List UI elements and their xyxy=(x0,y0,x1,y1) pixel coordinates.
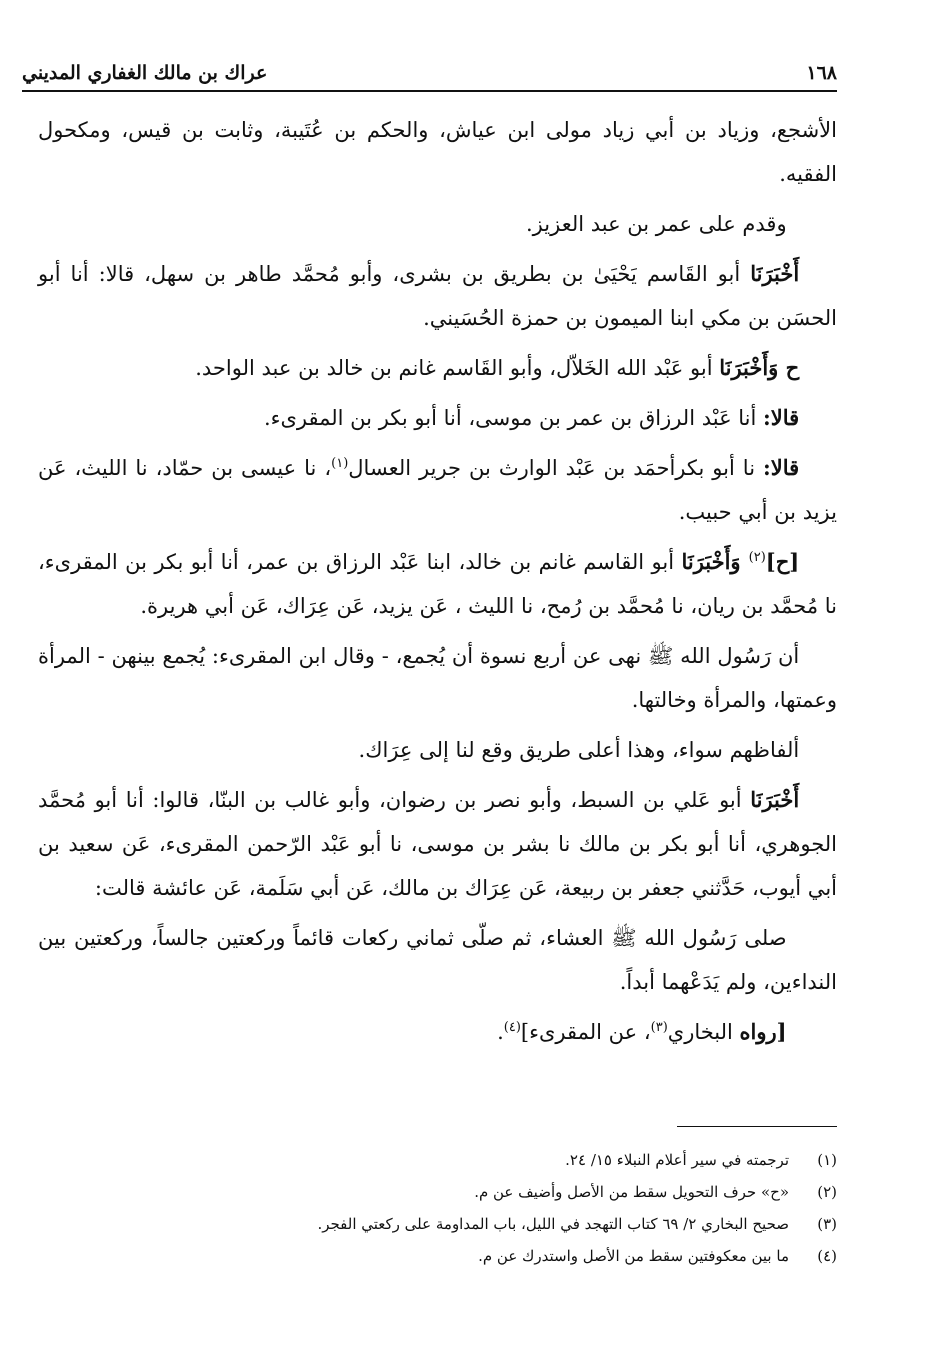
paragraph-5 xyxy=(38,396,837,440)
hadith-text: أن رَسُول الله ﷺ نهى عن أربع نسوة أن يُجمع، - وقال ابن المقرىء: يُجمع بينهن - المرأة وعمتها، والمرأة وخالتها. xyxy=(38,644,837,712)
paragraph-3-text: أبو القَاسم يَحْيَىٰ بن بطريق بن بشرى، وأبو مُحمَّد طاهر بن سهل، قالا: أنا أبو الحسَن بن مكي ابنا الميمون بن حمزة الحُسَيني. xyxy=(38,262,837,330)
paragraph-7-text: أبو القاسم غانم بن خالد، ابنا عَبْد الرزاق بن عمر، أنا أبو بكر بن المقرىء، نا مُحمَّد بن ريان، نا مُحمَّد بن رُمح، نا الليث ، عَن يزيد، عَن عِرَاك، عَن أبي هريرة. xyxy=(38,550,837,618)
footnote-text: ترجمته في سير أعلام النبلاء ١٥/ ٢٤. xyxy=(565,1151,789,1169)
paragraph-1-text: الأشجع، وزياد بن أبي زياد مولى ابن عياش، والحكم بن عُتَيبة، وثابت بن قيس، ومكحول الفقيه. xyxy=(38,118,837,186)
qala-lead: قالا: xyxy=(763,405,800,430)
bracket-ha: [ح] xyxy=(765,549,800,574)
paragraph-12 xyxy=(38,1010,837,1054)
akhbarana-lead-2: وَأَخْبَرَنَا xyxy=(681,549,749,574)
akhbarana-lead-3: أَخْبَرَنَا xyxy=(750,787,800,812)
footnote-number: (٣) xyxy=(817,1215,837,1233)
footnote-2 xyxy=(200,1176,837,1208)
footnote-text: ما بين معكوفتين سقط من الأصل واستدرك عن م. xyxy=(478,1247,789,1265)
paragraph-10-text: أبو عَلي بن السبط، وأبو نصر بن رضوان، وأبو غالب بن البنّا، قالوا: أنا أبو مُحمَّد الجوهري، أنا أبو بكر بن مالك نا بشر بن موسى، نا أبو عَبْد الرّحمن المقرىء، عَن سعيد بن أبي أيوب، حَدَّثني جعفر بن ربيعة، عَن عِرَاك بن مالك، عَن أبي سَلَمة، عَن عائشة قالت: xyxy=(38,788,837,900)
akhbarana-lead: أَخْبَرَنَا xyxy=(750,261,800,286)
qala-lead-2: قالا: xyxy=(763,455,800,480)
footnote-ref-2: (٢) xyxy=(748,550,766,565)
footnote-ref-3: (٣) xyxy=(650,1020,668,1035)
muqri-text: ، عن المقرىء] xyxy=(520,1020,651,1044)
paragraph-6-text-a: نا أبو بكرأحمَد بن عَبْد الوارث بن جرير العسال xyxy=(348,456,764,480)
paragraph-8 xyxy=(38,634,837,722)
footnotes xyxy=(200,1144,837,1272)
footnote-ref-4: (٤) xyxy=(503,1020,521,1035)
footnote-4 xyxy=(200,1240,837,1272)
final-period: . xyxy=(497,1020,504,1044)
paragraph-9 xyxy=(38,728,837,772)
paragraph-2 xyxy=(38,202,837,246)
footnote-number: (١) xyxy=(817,1151,837,1169)
paragraph-6 xyxy=(38,446,837,534)
paragraph-4-text: أبو عَبْد الله الخَلاّل، وأبو القَاسم غانم بن خالد بن عبد الواحد. xyxy=(195,356,720,380)
footnote-text: «ح» حرف التحويل سقط من الأصل وأضيف عن م. xyxy=(474,1183,789,1201)
paragraph-1 xyxy=(38,108,837,196)
running-title: عراك بن مالك الغفاري المديني xyxy=(22,62,268,84)
main-text xyxy=(38,108,837,1060)
paragraph-5-text: أنا عَبْد الرزاق بن عمر بن موسى، أنا أبو بكر بن المقرىء. xyxy=(263,406,764,430)
paragraph-9-text: ألفاظهم سواء، وهذا أعلى طريق وقع لنا إلى عِرَاك. xyxy=(358,738,800,762)
running-header xyxy=(22,56,837,92)
footnote-1 xyxy=(200,1144,837,1176)
paragraph-6-text-b: ، نا عيسى بن حمّاد، نا الليث، عَن يزيد بن أبي حبيب. xyxy=(38,456,837,524)
hadith-text-2: صلى رَسُول الله ﷺ العشاء، ثم صلّى ثماني ركعات قائماً وركعتين جالساً، وركعتين بين النداءين، ولم يَدَعْهما أبداً. xyxy=(38,926,837,994)
footnote-number: (٢) xyxy=(817,1183,837,1201)
paragraph-3 xyxy=(38,252,837,340)
paragraph-2-text: وقدم على عمر بن عبد العزيز. xyxy=(526,212,787,236)
page-number: ١٦٨ xyxy=(806,62,837,84)
rawahu-lead: [رواه xyxy=(739,1019,787,1044)
paragraph-10 xyxy=(38,778,837,910)
paragraph-11 xyxy=(38,916,837,1004)
footnote-separator xyxy=(677,1126,837,1127)
paragraph-7 xyxy=(38,540,837,628)
tahwil-lead: ح وَأَخْبَرَنَا xyxy=(719,355,800,380)
footnote-3 xyxy=(200,1208,837,1240)
footnote-text: صحيح البخاري ٢/ ٦٩ كتاب التهجد في الليل، باب المداومة على ركعتي الفجر. xyxy=(317,1215,789,1233)
bukhari-text: البخاري xyxy=(667,1020,740,1044)
footnote-ref-1: (١) xyxy=(331,456,349,471)
footnote-number: (٤) xyxy=(817,1247,837,1265)
paragraph-4 xyxy=(38,346,837,390)
